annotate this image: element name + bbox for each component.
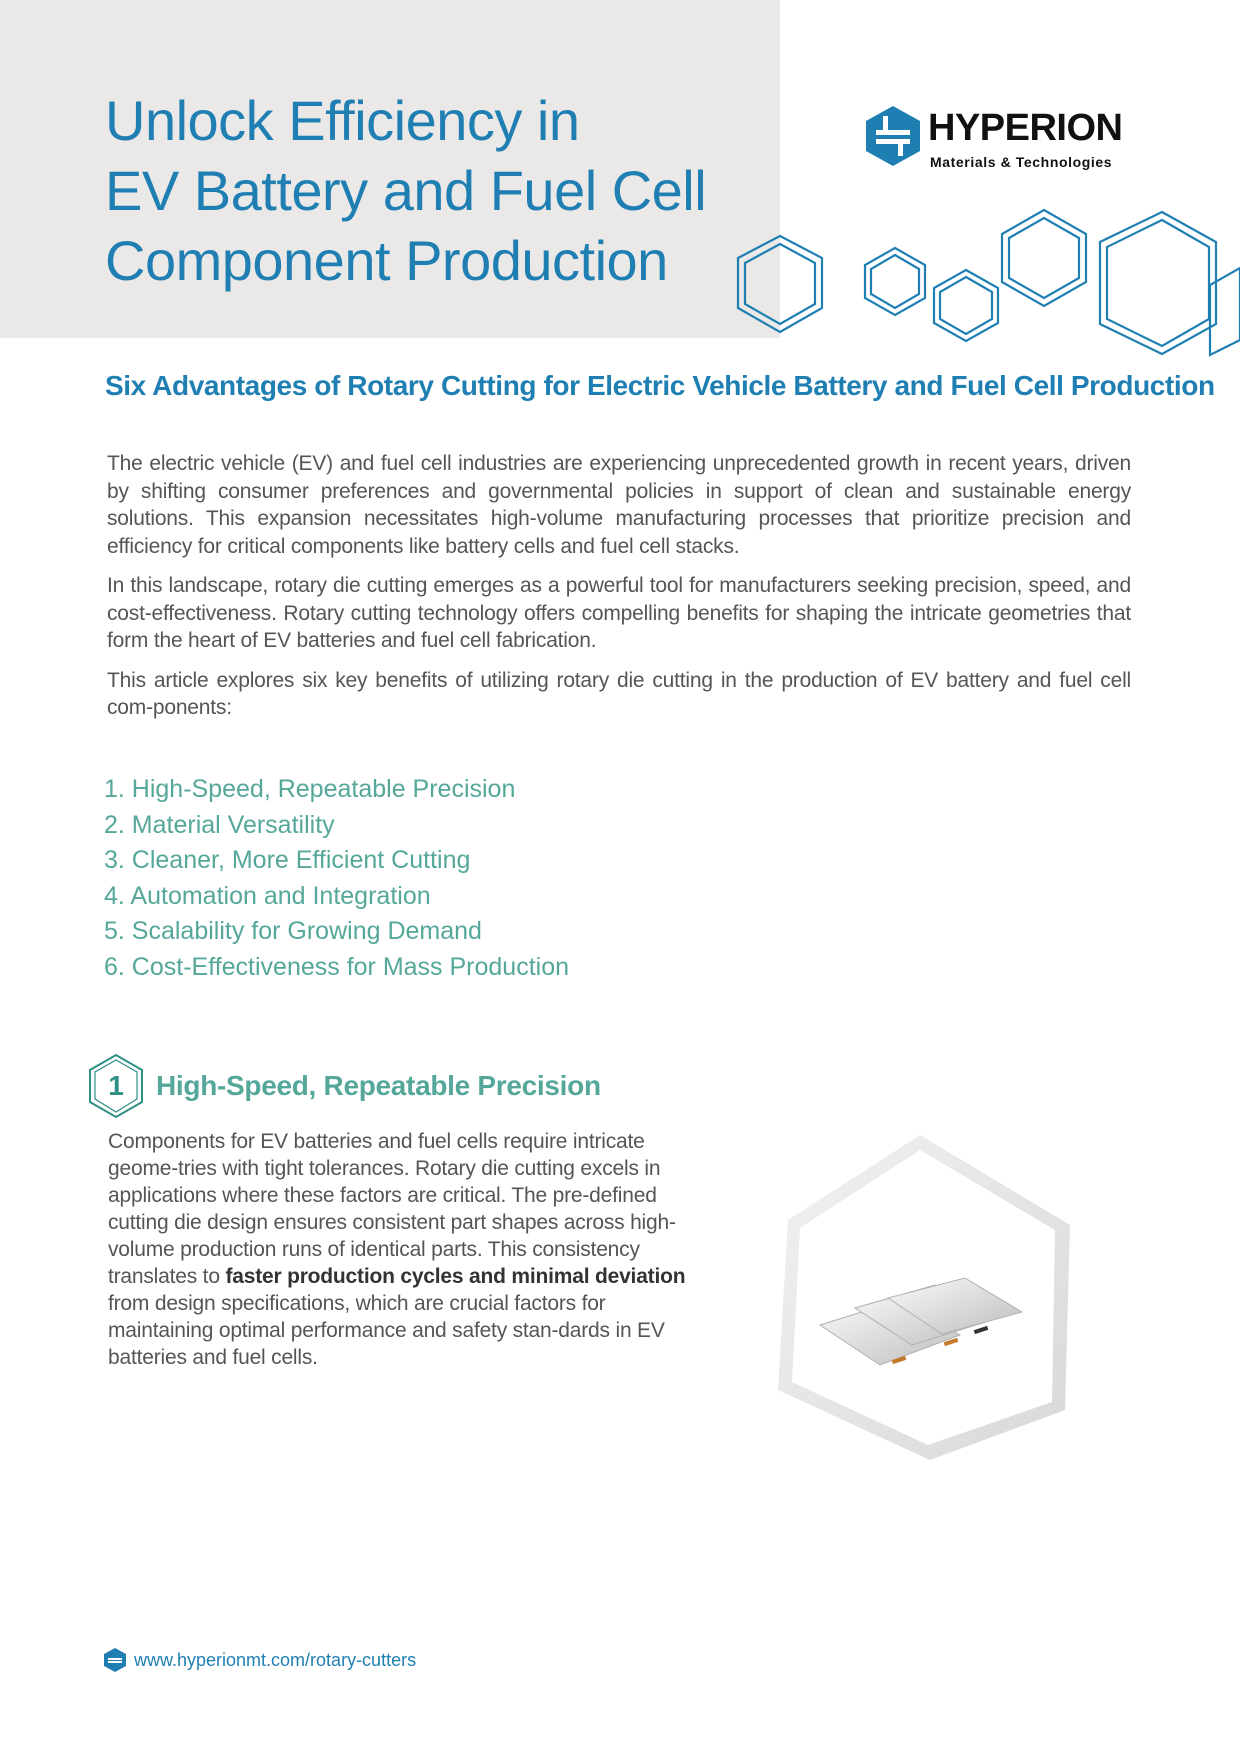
advantages-list	[104, 772, 804, 985]
logo-name: HYPERION	[928, 107, 1123, 149]
intro-text	[107, 450, 1131, 734]
hexagon-outline-icon	[865, 248, 925, 315]
hyperion-small-icon	[104, 1648, 126, 1672]
hyperion-logo-icon	[866, 106, 920, 166]
list-item: 2. Material Versatility	[104, 810, 335, 839]
logo-tagline: Materials & Technologies	[930, 154, 1113, 170]
list-item: 3. Cleaner, More Efficient Cutting	[104, 846, 471, 874]
article-subtitle: Six Advantages of Rotary Cutting for Electric Vehicle Battery and Fuel Cell Production	[105, 370, 1215, 401]
body-text: Components for EV batteries and fuel cells require intricate geome-tries with tight tolerances. Rotary die cutting excels in applications where these factors are critical. The pre-defined cutting die design ensures consistent part shapes across high-volume production runs of identical parts. This consistency translates to	[108, 1130, 676, 1288]
section-1-heading	[86, 1052, 786, 1124]
list-item: 1. High-Speed, Repeatable Precision	[104, 775, 516, 803]
list-item: 5. Scalability for Growing Demand	[104, 917, 482, 945]
section-1-body	[108, 1128, 698, 1371]
battery-cells-image	[760, 1120, 1090, 1470]
section-title: High-Speed, Repeatable Precision	[156, 1070, 601, 1101]
title-line-2: EV Battery and Fuel Cell	[105, 159, 707, 222]
body-text: from design specifications, which are crucial factors for maintaining optimal performance and safety stan-dards in EV batteries and fuel cells.	[108, 1292, 665, 1369]
hexagon-outline-icon	[1210, 268, 1240, 355]
footer	[104, 1646, 704, 1674]
title-line-3: Component Production	[105, 229, 668, 292]
list-item: 4. Automation and Integration	[104, 881, 431, 910]
hexagon-outline-icon	[934, 270, 998, 341]
hexagon-outline-icon	[1100, 212, 1216, 354]
hyperion-logo	[866, 104, 1146, 174]
intro-paragraph: The electric vehicle (EV) and fuel cell industries are experiencing unprecedented growth in recent years, driven by shifting consumer preferences and governmental policies in support of clean and sustainable energy solutions. This expansion necessitates high-volume manufacturing processes that prioritize precision and efficiency for critical components like battery cells and fuel cell stacks.	[107, 452, 1131, 558]
section-number: 1	[108, 1070, 124, 1101]
body-emphasis: faster production cycles and minimal deviation	[225, 1265, 686, 1288]
title-line-1: Unlock Efficiency in	[105, 89, 580, 152]
website-link[interactable]: www.hyperionmt.com/rotary-cutters	[134, 1650, 417, 1670]
hexagon-outline-icon	[1002, 210, 1086, 306]
intro-paragraph: This article explores six key benefits of utilizing rotary die cutting in the production of EV battery and fuel cell com-ponents:	[107, 668, 1131, 719]
page-title	[105, 86, 765, 296]
intro-paragraph: In this landscape, rotary die cutting emerges as a powerful tool for manufacturers seeking precision, speed, and cost-effectiveness. Rotary cutting technology offers compelling benefits for shaping the intricate geometries that form the heart of EV batteries and fuel cell fabrication.	[107, 574, 1131, 652]
list-item: 6. Cost-Effectiveness for Mass Production	[104, 952, 570, 981]
